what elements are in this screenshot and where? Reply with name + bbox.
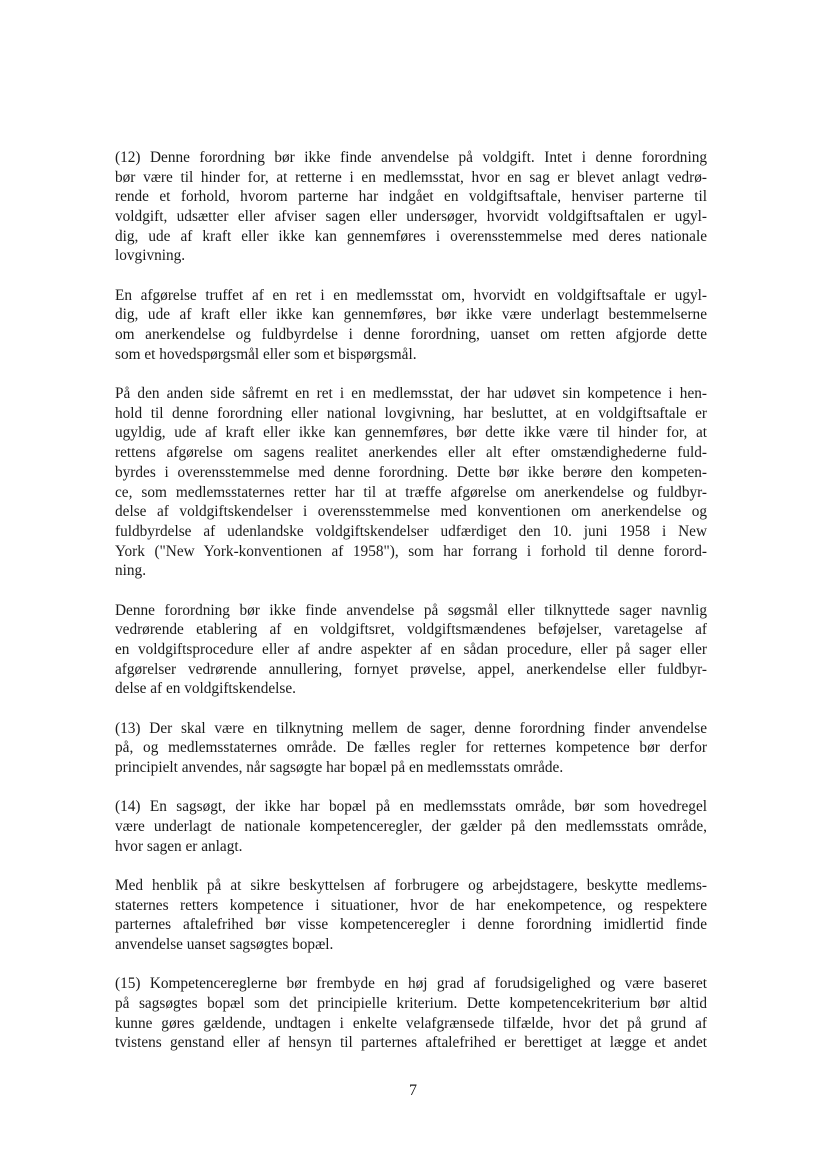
text-line: være underlagt de nationale kompetenceregler, der gælder på den medlemsstats område, xyxy=(115,817,707,835)
text-line: dig, ude af kraft eller ikke kan gennemføres i overensstemmelse med deres nationale xyxy=(115,227,707,245)
text-line: Denne forordning bør ikke finde anvendelse på søgsmål eller tilknyttede sager navnlig xyxy=(115,601,707,619)
paragraph xyxy=(115,148,707,266)
body-text xyxy=(115,148,707,1073)
paragraph xyxy=(115,384,707,581)
text-line: På den anden side såfremt en ret i en medlemsstat, der har udøvet sin kompetence i hen- xyxy=(115,385,707,403)
text-line: hvor sagen er anlagt. xyxy=(115,837,243,855)
text-line: voldgift, udsætter eller afviser sagen eller undersøger, hvorvidt voldgiftsaftalen er ugyl- xyxy=(115,208,707,226)
paragraph xyxy=(115,974,707,1053)
text-line: principielt anvendes, når sagsøgte har bopæl på en medlemsstats område. xyxy=(115,758,564,776)
text-line: lovgivning. xyxy=(115,247,186,265)
text-line: rettens afgørelse om sagens realitet anerkendes eller alt efter omstændighederne fuld- xyxy=(115,444,707,462)
text-line: hold til denne forordning eller national lovgivning, har besluttet, at en voldgiftsaftale er xyxy=(115,404,707,422)
text-line: ugyldig, ude af kraft eller ikke kan gennemføres, bør dette ikke være til hinder for, at xyxy=(115,424,707,442)
text-line: byrdes i overensstemmelse med denne forordning. Dette bør ikke berøre den kompeten- xyxy=(115,463,707,481)
text-line: på, og medlemsstaternes område. De fælles regler for retternes kompetence bør derfor xyxy=(115,739,707,757)
paragraph xyxy=(115,719,707,778)
text-line: på sagsøgtes bopæl som det principielle kriterium. Dette kompetencekriterium bør altid xyxy=(115,994,707,1012)
text-line: parternes aftalefrihed bør visse kompetenceregler i denne forordning imidlertid finde xyxy=(115,916,707,934)
text-line: (13) Der skal være en tilknytning mellem de sager, denne forordning finder anvendelse xyxy=(115,719,707,737)
page-number: 7 xyxy=(409,1082,417,1099)
text-line: kunne gøres gældende, undtagen i enkelte velafgrænsede tilfælde, hvor det på grund af xyxy=(115,1014,707,1032)
text-line: fuldbyrdelse af udenlandske voldgiftskendelser udfærdiget den 10. juni 1958 i New xyxy=(115,522,707,540)
text-line: dig, ude af kraft eller ikke kan gennemføres, bør ikke være underlagt bestemmelserne xyxy=(115,306,707,324)
text-line: staternes retters kompetence i situationer, hvor de har enekompetence, og respektere xyxy=(115,896,707,914)
paragraph xyxy=(115,797,707,856)
paragraph xyxy=(115,286,707,365)
text-line: en voldgiftsprocedure eller af andre aspekter af en sådan procedure, eller på sager eller xyxy=(115,640,707,658)
text-line: tvistens genstand eller af hensyn til parternes aftalefrihed er berettiget at lægge et andet xyxy=(115,1034,707,1052)
paragraph xyxy=(115,601,707,699)
text-line: York ("New York-konventionen af 1958"), som har forrang i forhold til denne forord- xyxy=(115,542,707,560)
text-line: som et hovedspørgsmål eller som et bispørgsmål. xyxy=(115,345,417,363)
text-line: om anerkendelse og fuldbyrdelse i denne forordning, uanset om retten afgjorde dette xyxy=(115,326,707,344)
text-line: ce, som medlemsstaternes retter har til at træffe afgørelse om anerkendelse og fuldbyr- xyxy=(115,483,707,501)
text-line: bør være til hinder for, at retterne i en medlemsstat, hvor en sag er blevet anlagt vedrø- xyxy=(115,168,707,186)
text-line: (14) En sagsøgt, der ikke har bopæl på en medlemsstats område, bør som hovedregel xyxy=(115,798,707,816)
text-line: (12) Denne forordning bør ikke finde anvendelse på voldgift. Intet i denne forordning xyxy=(115,149,707,166)
text-line: delse af en voldgiftskendelse. xyxy=(115,680,296,698)
text-line: rende et forhold, hvorom parterne har indgået en voldgiftsaftale, henviser parterne til xyxy=(115,188,707,206)
text-line: (15) Kompetencereglerne bør frembyde en høj grad af forudsigelighed og være baseret xyxy=(115,975,707,993)
text-line: afgørelser vedrørende annullering, fornyet prøvelse, appel, anerkendelse eller fuldbyr- xyxy=(115,660,707,678)
text-line: anvendelse uanset sagsøgtes bopæl. xyxy=(115,935,334,953)
text-line: En afgørelse truffet af en ret i en medlemsstat om, hvorvidt en voldgiftsaftale er ugyl- xyxy=(115,286,707,304)
text-line: delse af voldgiftskendelser i overensstemmelse med konventionen om anerkendelse og xyxy=(115,503,707,521)
paragraph xyxy=(115,876,707,955)
text-line: ning. xyxy=(115,562,147,580)
text-line: Med henblik på at sikre beskyttelsen af forbrugere og arbejdstagere, beskytte medlems- xyxy=(115,876,707,894)
text-line: vedrørende etablering af en voldgiftsret, voldgiftsmændenes beføjelser, varetagelse af xyxy=(115,621,707,639)
